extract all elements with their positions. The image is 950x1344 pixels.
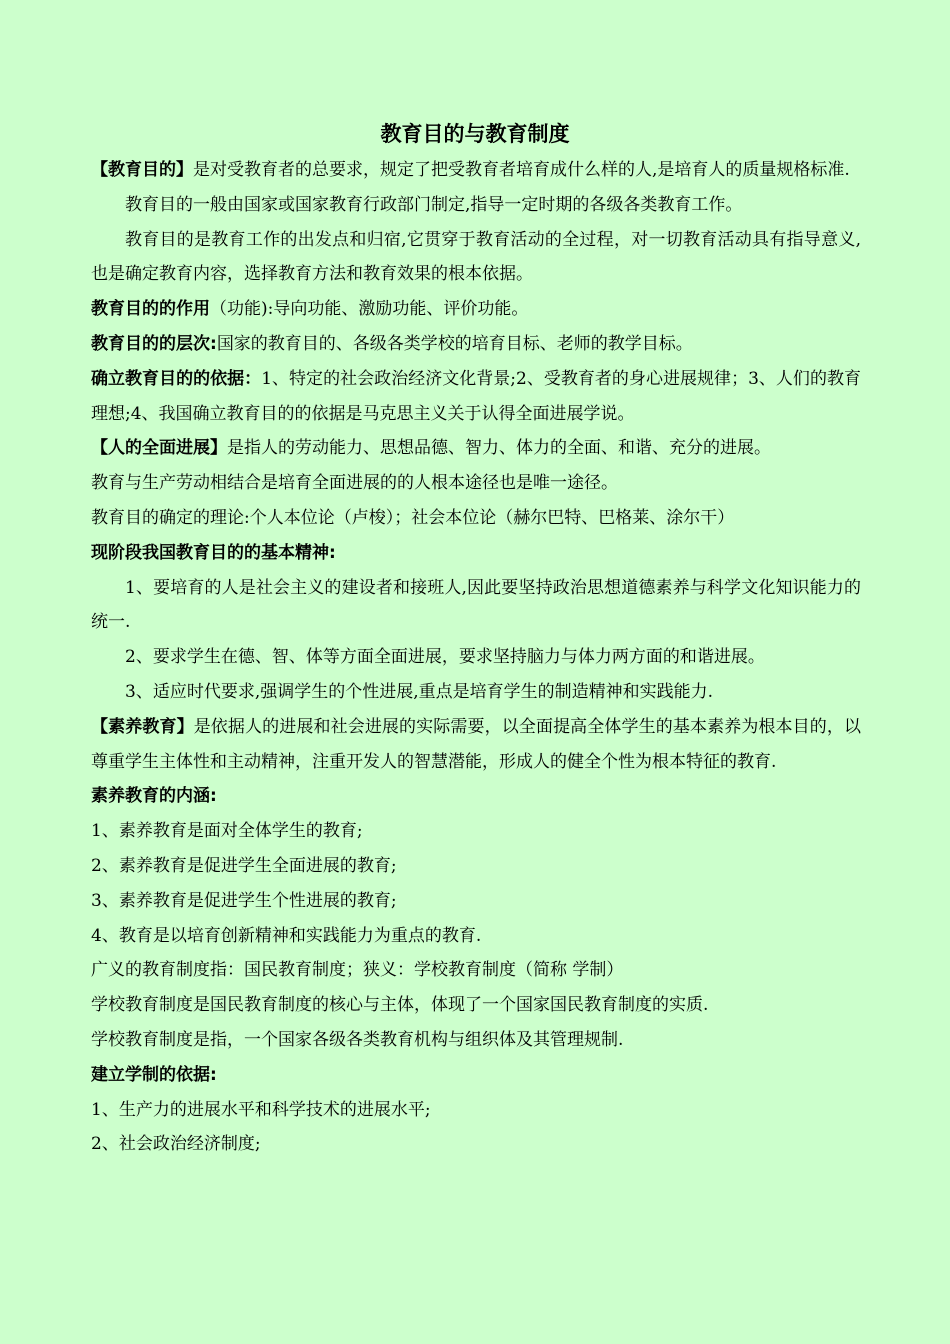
list-item-spirit-3: 3、适应时代要求,强调学生的个性进展,重点是培育学生的制造精神和实践能力. xyxy=(125,681,714,702)
paragraph-all-round-development xyxy=(91,431,861,466)
label-aim-basis: 确立教育目的的依据： xyxy=(91,368,262,389)
paragraph-text: 1、特定的社会政治经济文化背景;2、受教育者的身心进展规律；3、人们的教育理想;4、我国确立教育目的的依据是马克思主义关于认得全面进展学说。 xyxy=(91,368,861,424)
paragraph-aim-levels xyxy=(91,327,861,362)
list-item-connotation-2: 2、素养教育是促进学生全面进展的教育; xyxy=(91,855,397,876)
heading-school-system-basis: 建立学制的依据: xyxy=(91,1064,217,1085)
list-item-connotation-1: 1、素养教育是面对全体学生的教育; xyxy=(91,821,363,842)
list-item-connotation-4: 4、教育是以培育创新精神和实践能力为重点的教育. xyxy=(91,925,482,946)
list-item-basis-2: 2、社会政治经济制度; xyxy=(91,1134,261,1155)
document-body xyxy=(91,153,861,1162)
paragraph-text: 国家的教育目的、各级各类学校的培育目标、老师的教学目标。 xyxy=(216,333,693,354)
list-item-basis-1: 1、生产力的进展水平和科学技术的进展水平; xyxy=(91,1099,431,1120)
paragraph-school-system-definition: 学校教育制度是指，一个国家各级各类教育机构与组织体及其管理规制. xyxy=(91,1029,624,1050)
paragraph-aim-significance: 教育目的是教育工作的出发点和归宿,它贯穿于教育活动的全过程，对一切教育活动具有指导意义,也是确定教育内容，选择教育方法和教育效果的根本依据。 xyxy=(91,229,861,285)
paragraph-aim-function xyxy=(91,292,861,327)
list-item-spirit-1: 1、要培育的人是社会主义的建设者和接班人,因此要坚持政治思想道德素养与科学文化知识能力的统一. xyxy=(91,577,861,633)
label-aim-levels: 教育目的的层次: xyxy=(91,333,217,354)
paragraph-aim-basis xyxy=(91,362,861,432)
paragraph-education-aim-definition xyxy=(91,153,861,188)
paragraph-aim-theories: 教育目的确定的理论:个人本位论（卢梭）；社会本位论（赫尔巴特、巴格莱、涂尔干） xyxy=(91,507,735,528)
paragraph-text: （功能):导向功能、激励功能、评价功能。 xyxy=(210,299,529,320)
paragraph-aim-formulation: 教育目的一般由国家或国家教育行政部门制定,指导一定时期的各级各类教育工作。 xyxy=(125,194,743,215)
term-quality-education: 【素养教育】 xyxy=(91,716,194,737)
paragraph-school-system-core: 学校教育制度是国民教育制度的核心与主体，体现了一个国家国民教育制度的实质. xyxy=(91,995,709,1016)
heading-quality-education-connotation: 素养教育的内涵: xyxy=(91,786,217,807)
label-aim-function: 教育目的的作用 xyxy=(91,299,210,320)
list-item-spirit-2: 2、要求学生在德、智、体等方面全面进展，要求坚持脑力与体力两方面的和谐进展。 xyxy=(125,647,765,668)
paragraph-quality-education xyxy=(91,710,861,780)
list-item-connotation-3: 3、素养教育是促进学生个性进展的教育; xyxy=(91,890,397,911)
paragraph-text: 是依据人的进展和社会进展的实际需要，以全面提高全体学生的基本素养为根本目的，以尊重学生主体性和主动精神，注重开发人的智慧潜能，形成人的健全个性为根本特征的教育. xyxy=(91,716,862,772)
paragraph-text: 是对受教育者的总要求，规定了把受教育者培育成什么样的人,是培育人的质量规格标准. xyxy=(193,160,850,180)
term-all-round-development: 【人的全面进展】 xyxy=(91,438,227,459)
heading-basic-spirit: 现阶段我国教育目的的基本精神: xyxy=(91,542,336,563)
paragraph-education-labor: 教育与生产劳动相结合是培育全面进展的的人根本途径也是唯一途径。 xyxy=(91,473,618,494)
term-education-aim: 【教育目的】 xyxy=(91,160,193,180)
page-title: 教育目的与教育制度 xyxy=(380,122,570,146)
paragraph-text: 是指人的劳动能力、思想品德、智力、体力的全面、和谐、充分的进展。 xyxy=(227,438,771,459)
paragraph-education-system-scope: 广义的教育制度指：国民教育制度；狭义：学校教育制度（简称 学制） xyxy=(91,960,624,981)
